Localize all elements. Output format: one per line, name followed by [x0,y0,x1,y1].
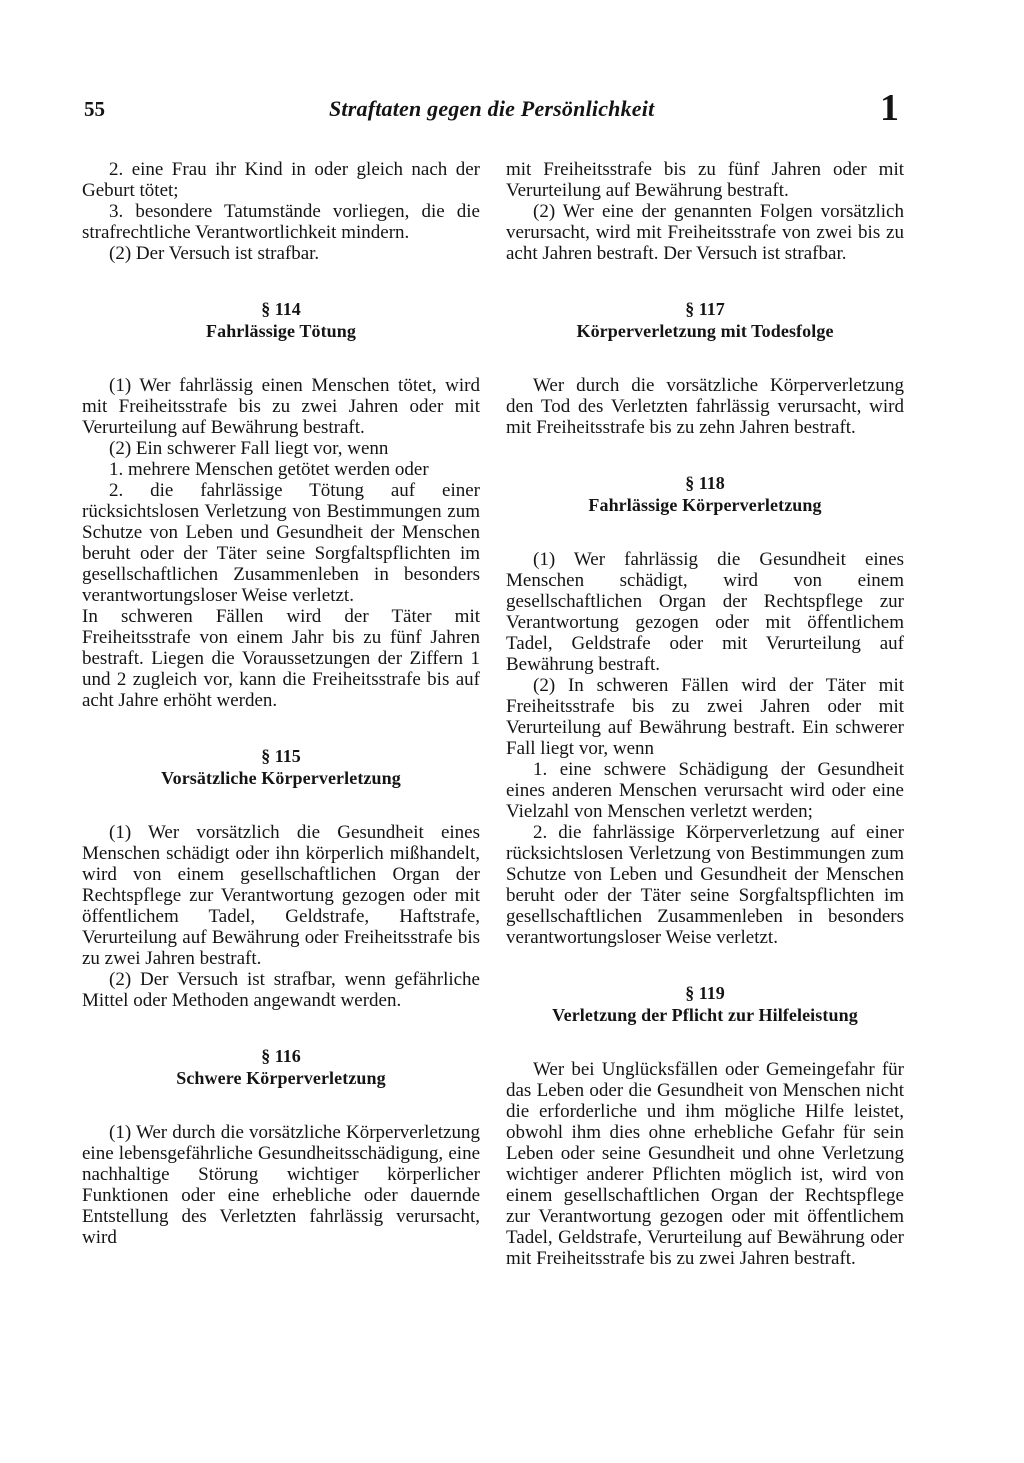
paragraph: (2) Wer eine der genannten Folgen vorsätzlich verursacht, wird mit Freiheitsstrafe von zwei bis zu acht Jahren bestraft. Der Versuch ist strafbar. [506,201,904,264]
paragraph: mit Freiheitsstrafe bis zu fünf Jahren oder mit Verurteilung auf Bewährung bestraft. [506,159,904,201]
paragraph: 1. eine schwere Schädigung der Gesundheit eines anderen Menschen verursacht wird oder eine Vielzahl von Menschen verletzt werden; [506,759,904,822]
section-title: Fahrlässige Körperverletzung [588,495,822,515]
section-title: Vorsätzliche Körperverletzung [161,768,401,788]
paragraph: 1. mehrere Menschen getötet werden oder [109,459,429,480]
paragraph: (2) In schweren Fällen wird der Täter mit Freiheitsstrafe bis zu zwei Jahren oder mit Verurteilung auf Bewährung bestraft. Ein schwerer Fall liegt vor, wenn [506,675,904,759]
paragraph: (2) Der Versuch ist strafbar. [109,243,320,264]
section-number: § 118 [685,473,725,493]
section-number: § 117 [685,299,725,319]
section-number: § 119 [685,983,725,1003]
paragraph: (1) Wer durch die vorsätzliche Körperverletzung eine lebensgefährliche Gesundheitsschädigung, eine nachhaltige Störung wichtiger körperlicher Funktionen oder eine erhebliche oder dauernde Entstellung des Verletzten fahrlässig verursacht, wird [82,1122,480,1248]
section-heading-117 [506,298,904,342]
section-heading-118 [506,472,904,516]
section-heading-119 [506,982,904,1026]
paragraph: Wer bei Unglücksfällen oder Gemeingefahr für das Leben oder die Gesundheit von Menschen nicht die erforderliche und ihm mögliche Hilfe leistet, obwohl ihm dies ohne erhebliche Gefahr für sein Leben oder seine Gesundheit und ohne Verletzung wichtiger anderer Pflichten möglich ist, wird von einem gesellschaftlichen Organ der Rechtspflege zur Verantwortung gezogen oder mit öffentlichem Tadel, Geldstrafe, Verurteilung auf Bewährung oder mit Freiheitsstrafe bis zu zwei Jahren bestraft. [506,1059,904,1269]
section-number: § 116 [261,1046,301,1066]
page-number: 55 [84,97,105,121]
paragraph: Wer durch die vorsätzliche Körperverletzung den Tod des Verletzten fahrlässig verursacht, wird mit Freiheitsstrafe bis zu zehn Jahren bestraft. [506,375,904,438]
running-title: Straftaten gegen die Persönlichkeit [329,96,655,121]
section-number: § 115 [261,746,301,766]
paragraph: (2) Der Versuch ist strafbar, wenn gefährliche Mittel oder Methoden angewandt werden. [82,969,480,1011]
section-heading-115 [82,745,480,789]
paragraph: (1) Wer vorsätzlich die Gesundheit eines Menschen schädigt oder ihn körperlich mißhandelt, wird von einem gesellschaftlichen Organ der Rechtspflege zur Verantwortung gezogen oder mit öffentlichem Tadel, Geldstrafe, Haftstrafe, Verurteilung auf Bewährung oder Freiheitsstrafe bis zu zwei Jahren bestraft. [82,822,480,969]
left-column [82,159,480,1248]
paragraph: 3. besondere Tatumstände vorliegen, die die strafrechtliche Verantwortlichkeit mindern. [82,201,480,243]
section-heading-116 [82,1045,480,1089]
section-title: Körperverletzung mit Todesfolge [576,321,834,341]
chapter-number: 1 [880,87,899,129]
paragraph: (1) Wer fahrlässig einen Menschen tötet, wird mit Freiheitsstrafe bis zu zwei Jahren oder mit Verurteilung auf Bewährung bestraft. [82,375,480,438]
paragraph: (2) Ein schwerer Fall liegt vor, wenn [109,438,389,459]
paragraph: In schweren Fällen wird der Täter mit Freiheitsstrafe von einem Jahr bis zu fünf Jahren bestraft. Liegen die Voraussetzungen der Ziffern 1 und 2 zugleich vor, kann die Freiheitsstrafe bis auf acht Jahre erhöht werden. [82,606,480,711]
section-title: Verletzung der Pflicht zur Hilfeleistung [552,1005,858,1025]
paragraph: 2. die fahrlässige Tötung auf einer rücksichtslosen Verletzung von Bestimmungen zum Schutze von Leben und Gesundheit der Menschen beruht oder der Täter seine Sorgfaltspflichten im gesellschaftlichen Zusammenleben in besonders verantwortungsloser Weise verletzt. [82,480,480,606]
paragraph: 2. eine Frau ihr Kind in oder gleich nach der Geburt tötet; [82,159,480,201]
section-number: § 114 [261,299,301,319]
section-title: Schwere Körperverletzung [176,1068,386,1088]
section-title: Fahrlässige Tötung [206,321,356,341]
right-column [506,159,904,1269]
paragraph: 2. die fahrlässige Körperverletzung auf einer rücksichtslosen Verletzung von Bestimmungen zum Schutze von Leben und Gesundheit der Menschen beruht oder der Täter seine Sorgfaltspflichten im gesellschaftlichen Zusammenleben in besonders verantwortungsloser Weise verletzt. [506,822,904,948]
section-heading-114 [82,298,480,342]
paragraph: (1) Wer fahrlässig die Gesundheit eines Menschen schädigt, wird von einem gesellschaftlichen Organ der Rechtspflege zur Verantwortung gezogen oder mit öffentlichem Tadel, Geldstrafe oder mit Verurteilung auf Bewährung bestraft. [506,549,904,675]
page-header [0,0,1024,140]
